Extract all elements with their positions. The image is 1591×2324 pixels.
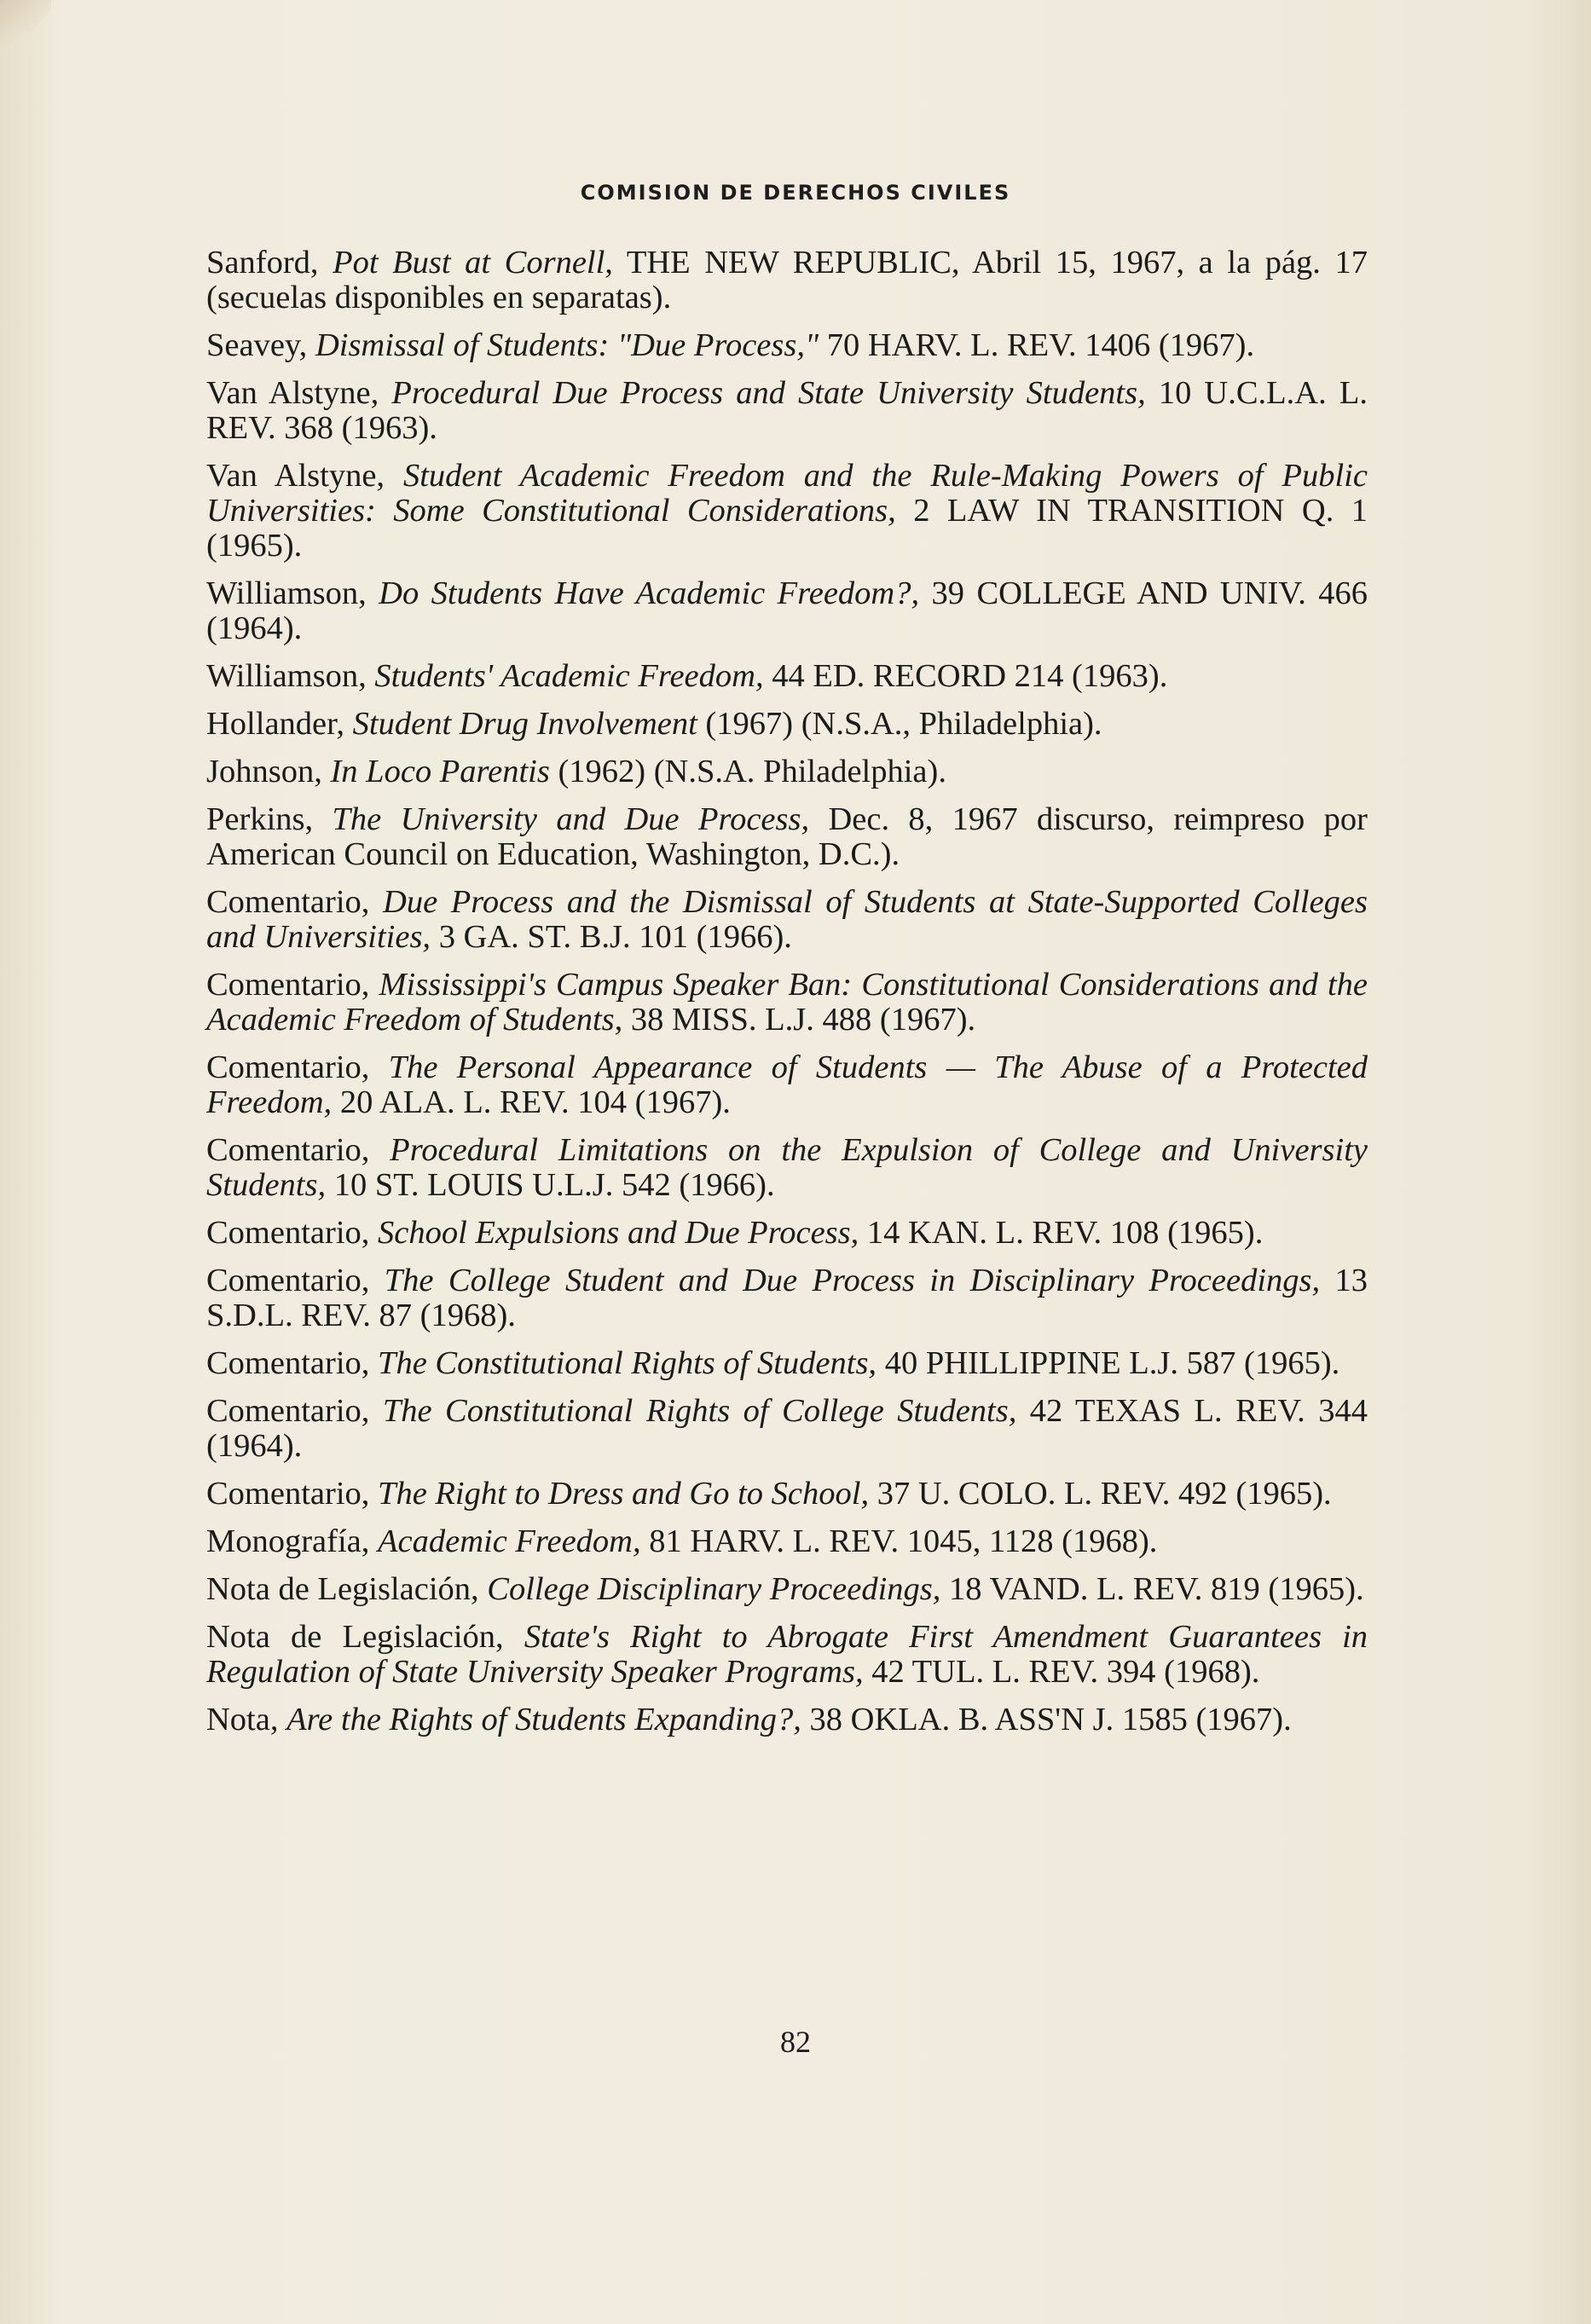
entry-citation: 42 TEXAS L. REV. 344 (1964). [206, 1393, 1368, 1464]
bibliography-entry [206, 1050, 1368, 1120]
entry-author: Comentario, [206, 1132, 391, 1168]
entry-author: Sanford, [206, 245, 333, 280]
entry-author: Comentario, [206, 1476, 379, 1512]
entry-author: Comentario, [206, 1393, 383, 1429]
entry-citation: (1962) (N.S.A. Philadelphia). [549, 754, 946, 789]
entry-author: Williamson, [206, 658, 375, 694]
bibliography-entry [206, 968, 1368, 1038]
entry-title: College Disciplinary Proceedings, [487, 1571, 941, 1607]
entry-author: Hollander, [206, 706, 353, 742]
bibliography-entry [206, 1703, 1368, 1737]
bibliography-entry [206, 328, 1368, 363]
entry-citation: 38 MISS. L.J. 488 (1967). [622, 1002, 976, 1038]
entry-citation: 18 VAND. L. REV. 819 (1965). [940, 1571, 1364, 1607]
entry-title: Procedural Limitations on the Expulsion of College and University Students, [206, 1132, 1368, 1203]
entry-title: Due Process and the Dismissal of Students at State-Supported Colleges and Universities, [206, 884, 1368, 955]
entry-title: Academic Freedom, [378, 1523, 641, 1559]
bibliography-entry [206, 1572, 1368, 1607]
entry-author: Nota, [206, 1702, 287, 1737]
entry-citation: 39 COLLEGE AND UNIV. 466 (1964). [206, 575, 1368, 646]
bibliography-entry [206, 1477, 1368, 1512]
entry-title: The Constitutional Rights of Students, [378, 1345, 877, 1381]
entry-citation: 2 LAW IN TRANSITION Q. 1 (1965). [206, 493, 1368, 564]
bibliography-entry [206, 659, 1368, 694]
entry-citation: (1967) (N.S.A., Philadelphia). [697, 706, 1102, 742]
entry-title: Procedural Due Process and State University Students, [391, 375, 1146, 411]
entry-title: Student Academic Freedom and the Rule-Making Powers of Public Universities: Some Constitutional Considerations, [206, 458, 1368, 529]
entry-title: Dismissal of Students: "Due Process," [315, 327, 819, 363]
entry-author: Perkins, [206, 801, 333, 837]
bibliography-entry [206, 707, 1368, 742]
entry-title: Pot Bust at Cornell, [333, 245, 613, 280]
entry-author: Comentario, [206, 1049, 389, 1085]
entry-title: Do Students Have Academic Freedom?, [379, 575, 920, 611]
entry-title: The Personal Appearance of Students — The Abuse of a Protected Freedom, [206, 1049, 1368, 1120]
entry-citation: 44 ED. RECORD 214 (1963). [763, 658, 1168, 694]
entry-author: Nota de Legislación, [206, 1571, 488, 1607]
entry-title: The Right to Dress and Go to School, [378, 1476, 870, 1512]
entry-title: Students' Academic Freedom, [374, 658, 764, 694]
entry-author: Johnson, [206, 754, 331, 789]
entry-title: Mississippi's Campus Speaker Ban: Constitutional Considerations and the Academic Freedom of Students, [206, 967, 1368, 1038]
entry-title: Are the Rights of Students Expanding?, [286, 1702, 801, 1737]
bibliography-entry [206, 1216, 1368, 1251]
entry-citation: 13 S.D.L. REV. 87 (1968). [206, 1263, 1368, 1333]
entry-citation: 10 ST. LOUIS U.L.J. 542 (1966). [326, 1167, 775, 1203]
entry-author: Van Alstyne, [206, 375, 392, 411]
entry-author: Comentario, [206, 1263, 385, 1298]
page-corner-fold [0, 0, 51, 51]
bibliography-entry [206, 1346, 1368, 1381]
entry-citation: 40 PHILLIPPINE L.J. 587 (1965). [876, 1345, 1340, 1381]
entry-citation: 42 TUL. L. REV. 394 (1968). [863, 1654, 1260, 1690]
entry-author: Nota de Legislación, [206, 1619, 524, 1655]
entry-citation: 14 KAN. L. REV. 108 (1965). [859, 1215, 1264, 1251]
entry-citation: 20 ALA. L. REV. 104 (1967). [332, 1084, 731, 1120]
entry-title: The College Student and Due Process in Disciplinary Proceedings, [384, 1263, 1321, 1298]
bibliography-entry [206, 1263, 1368, 1333]
entry-author: Monografía, [206, 1523, 378, 1559]
entry-citation: THE NEW REPUBLIC, Abril 15, 1967, a la pág. 17 (secuelas disponibles en separatas). [206, 245, 1368, 315]
entry-title: School Expulsions and Due Process, [378, 1215, 859, 1251]
entry-title: State's Right to Abrogate First Amendment Guarantees in Regulation of State University Speaker Programs, [206, 1619, 1368, 1690]
bibliography-entry [206, 1394, 1368, 1464]
entry-citation: 38 OKLA. B. ASS'N J. 1585 (1967). [801, 1702, 1292, 1737]
entry-citation: 70 HARV. L. REV. 1406 (1967). [819, 327, 1255, 363]
entry-author: Comentario, [206, 884, 384, 920]
entry-title: In Loco Parentis [330, 754, 550, 789]
bibliography-entry [206, 1524, 1368, 1559]
bibliography-list [206, 246, 1368, 1750]
entry-author: Van Alstyne, [206, 458, 403, 494]
entry-author: Comentario, [206, 1215, 379, 1251]
entry-title: The University and Due Process, [332, 801, 810, 837]
bibliography-entry [206, 754, 1368, 789]
running-header: COMISION DE DERECHOS CIVILES [580, 181, 1011, 205]
page-number: 82 [780, 2025, 811, 2059]
entry-author: Comentario, [206, 1345, 379, 1381]
bibliography-entry [206, 246, 1368, 315]
entry-citation: 3 GA. ST. B.J. 101 (1966). [431, 919, 792, 955]
entry-author: Seavey, [206, 327, 315, 363]
entry-citation: 10 U.C.L.A. L. REV. 368 (1963). [206, 375, 1368, 446]
bibliography-entry [206, 885, 1368, 955]
entry-citation: Dec. 8, 1967 discurso, reimpreso por American Council on Education, Washington, D.C.). [206, 801, 1368, 872]
entry-citation: 37 U. COLO. L. REV. 492 (1965). [869, 1476, 1332, 1512]
entry-title: The Constitutional Rights of College Students, [382, 1393, 1017, 1429]
entry-citation: 81 HARV. L. REV. 1045, 1128 (1968). [640, 1523, 1158, 1559]
bibliography-entry [206, 576, 1368, 646]
entry-author: Comentario, [206, 967, 379, 1003]
bibliography-entry [206, 1133, 1368, 1203]
bibliography-entry [206, 1620, 1368, 1690]
entry-title: Student Drug Involvement [352, 706, 697, 742]
bibliography-entry [206, 376, 1368, 446]
entry-author: Williamson, [206, 575, 379, 611]
bibliography-entry [206, 802, 1368, 872]
bibliography-entry [206, 459, 1368, 564]
